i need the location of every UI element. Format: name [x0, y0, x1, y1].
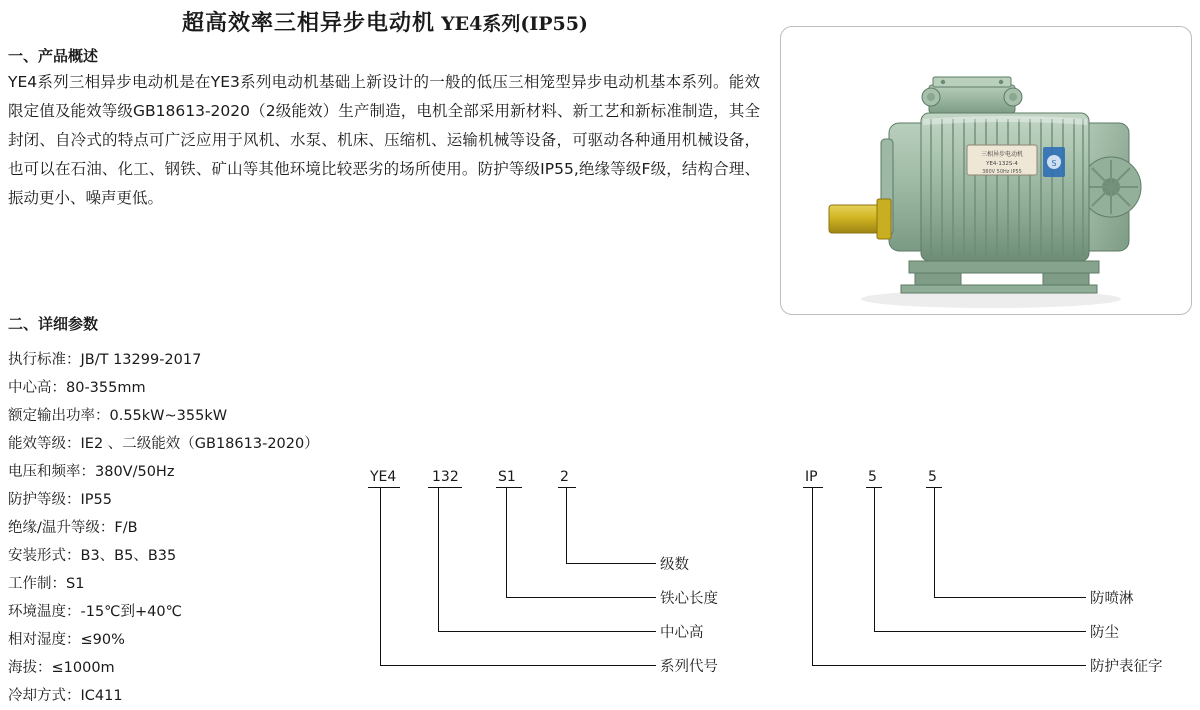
label-frame-size: 中心高: [660, 625, 704, 641]
page-title: [0, 6, 770, 37]
section-heading-params: 二、详细参数: [8, 315, 99, 333]
list-item: 安装形式：B3、B5、B35: [8, 548, 177, 564]
code-poles: 2: [560, 469, 569, 485]
label-poles: 级数: [660, 557, 689, 573]
list-item: 工作制：S1: [8, 576, 85, 592]
spec-list: [8, 346, 368, 710]
label-ip-designation: 防护表征字: [1090, 659, 1163, 675]
code-dust: 5: [868, 469, 877, 485]
page-title-sub: YE4系列(IP55): [441, 13, 588, 35]
list-item: 防护等级：IP55: [8, 492, 112, 508]
code-series: YE4: [370, 469, 397, 485]
code-ip: IP: [805, 469, 818, 485]
list-item: 相对湿度：≤90%: [8, 632, 125, 648]
list-item: 电压和频率：380V/50Hz: [8, 464, 175, 480]
label-core-length: 铁心长度: [660, 591, 718, 607]
svg-text:S: S: [1051, 159, 1057, 168]
section-heading-overview: 一、产品概述: [8, 47, 99, 65]
label-series: 系列代号: [660, 659, 718, 675]
label-water-protection: 防喷淋: [1090, 591, 1134, 607]
product-photo-card: [780, 26, 1192, 315]
label-dust-protection: 防尘: [1090, 625, 1119, 641]
list-item: 额定输出功率：0.55kW~355kW: [8, 408, 228, 424]
list-item: 海拔：≤1000m: [8, 660, 115, 676]
list-item: 环境温度：-15℃到+40℃: [8, 604, 182, 620]
code-core-length: S1: [498, 469, 516, 485]
list-item: 能效等级：IE2 、二级能效（GB18613-2020）: [8, 436, 319, 452]
svg-text:YE4-132S-4: YE4-132S-4: [986, 161, 1018, 167]
code-water: 5: [928, 469, 937, 485]
naming-convention-diagram: [360, 455, 1200, 705]
overview-paragraph: YE4系列三相异步电动机是在YE3系列电动机基础上新设计的一般的低压三相笼型异步电动机基本系列。能效限定值及能效等级GB18613-2020（2级能效）生产制造，电机全部采用新材料、新工艺和新标准制造，其全封闭、自冷式的特点可广泛应用于风机、水泵、机床、压缩机、运输机械等设备，可驱动各种通用机械设备，也可以在石油、化工、钢铁、矿山等其他环境比较恶劣的场所使用。防护等级IP55,绝缘等级F级，结构合理、振动更小、噪声更低。: [8, 73, 760, 207]
motor-illustration: [781, 27, 1191, 314]
list-item: 绝缘/温升等级：F/B: [8, 520, 138, 536]
list-item: 执行标准：JB/T 13299-2017: [8, 352, 202, 368]
page-title-main: 超高效率三相异步电动机: [182, 11, 436, 36]
svg-text:380V 50Hz IP55: 380V 50Hz IP55: [982, 169, 1022, 175]
list-item: 中心高：80-355mm: [8, 380, 146, 396]
code-frame-size: 132: [432, 469, 459, 485]
svg-text:三相异步电动机: 三相异步电动机: [980, 151, 1024, 158]
list-item: 冷却方式：IC411: [8, 688, 123, 704]
